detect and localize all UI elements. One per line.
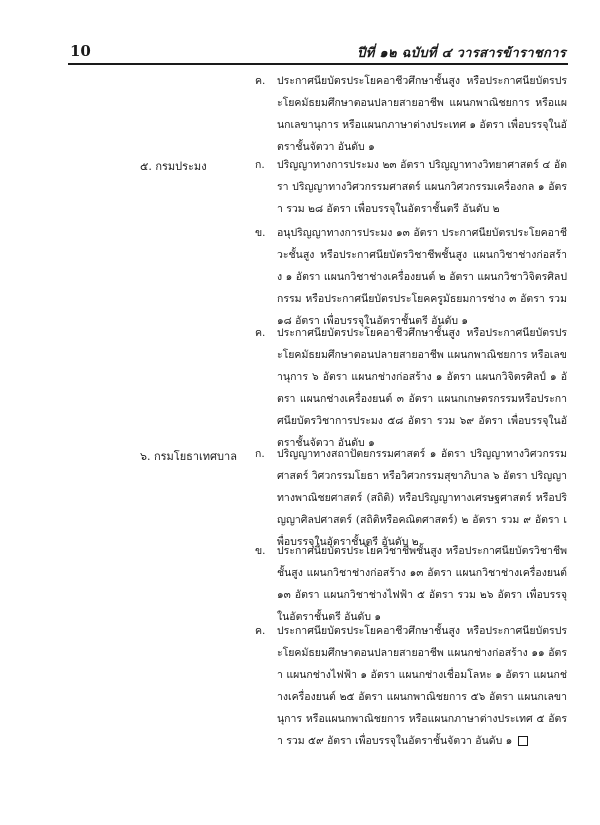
item-text: ประกาศนียบัตรประโยคอาชีวศึกษาชั้นสูง หรือประกาศนียบัตรประโยคมัธยมศึกษาตอนปลายสายอาชีพ แผนกพาณิชยการ หรือเลขานุการ ๖ อัตรา แผนกช่างก่อสร้าง ๑ อัตรา แผนกวิจิตรศิลป์ ๑ อัตรา แผนกช่างเครื่องยนต์ ๓ อัตรา แผนกเกษตรกรรมหรือประกาศนียบัตรวิชาการประมง ๕๘ อัตรา รวม ๖๙ อัตรา เพื่อบรรจุในอัตราชั้นจัตวา อันดับ ๑ (277, 327, 567, 449)
list-item (255, 540, 567, 628)
list-item (255, 322, 567, 454)
item-letter: ข. (255, 545, 266, 557)
item-text: ปริญญาทางสถาปัตยกรรมศาสตร์ ๑ อัตรา ปริญญาทางวิศวกรรมศาสตร์ วิศวกรรมโยธา หรือวิศวกรรมสุขาภิบาล ๖ อัตรา ปริญญาทางพาณิชยศาสตร์ (สถิติ) หรือปริญญาทางเศรษฐศาสตร์ หรือปริญญาศิลปศาสตร์ (สถิติหรือคณิตศาสตร์) ๒ อัตรา รวม ๙ อัตรา เพื่อบรรจุในอัตราชั้นตรี อันดับ ๒ (277, 448, 567, 548)
list-item (255, 443, 567, 553)
list-item (255, 620, 567, 752)
item-text (277, 620, 567, 752)
item-text: ประกาศนียบัตรประโยคอาชีวศึกษาชั้นสูง หรือประกาศนียบัตรประโยคมัธยมศึกษาตอนปลายสายอาชีพ แผนกพาณิชยการ หรือแผนกเลขานุการ หรือแผนกภาษาต่างประเทศ ๑ อัตรา เพื่อบรรจุในอัตราชั้นจัตวา อันดับ ๑ (277, 75, 567, 153)
item-letter: ข. (255, 227, 266, 239)
item-letter: ก. (255, 448, 265, 460)
section-label-fisheries: ๕. กรมประมง (140, 160, 207, 173)
list-item (255, 154, 567, 220)
page-number: 10 (70, 42, 91, 60)
item-letter: ค. (255, 75, 266, 87)
item-text: ประกาศนียบัตรประโยควิชาชีพชั้นสูง หรือประกาศนียบัตรวิชาชีพชั้นสูง แผนกวิชาช่างก่อสร้าง ๑๓ อัตรา แผนกวิชาช่างเครื่องยนต์ ๑๓ อัตรา แผนกวิชาช่างไฟฟ้า ๕ อัตรา รวม ๒๖ อัตรา เพื่อบรรจุในอัตราชั้นตรี อันดับ ๑ (277, 545, 567, 623)
item-letter: ก. (255, 159, 265, 171)
item-text: ปริญญาทางการประมง ๒๓ อัตรา ปริญญาทางวิทยาศาสตร์ ๔ อัตรา ปริญญาทางวิศวกรรมศาสตร์ แผนกวิศวกรรมเครื่องกล ๑ อัตรา รวม ๒๘ อัตรา เพื่อบรรจุในอัตราชั้นตรี อันดับ ๒ (277, 159, 567, 215)
item-letter: ค. (255, 625, 266, 637)
running-header: ปีที่ ๑๒ ฉบับที่ ๔ วารสารข้าราชการ (357, 46, 566, 61)
header-rule (68, 63, 568, 65)
end-of-section-mark (518, 736, 528, 746)
item-text-body: ประกาศนียบัตรประโยคอาชีวศึกษาชั้นสูง หรือประกาศนียบัตรประโยคมัธยมศึกษาตอนปลายสายอาชีพ แผนกช่างก่อสร้าง ๑๑ อัตรา แผนกช่างไฟฟ้า ๑ อัตรา แผนกช่างเชื่อมโลหะ ๑ อัตรา แผนกช่างเครื่องยนต์ ๒๕ อัตรา แผนกพาณิชยการ ๕๖ อัตรา แผนกเลขานุการ หรือแผนกพาณิชยการ หรือแผนกภาษาต่างประเทศ ๕ อัตรา รวม ๕๙ อัตรา เพื่อบรรจุในอัตราชั้นจัตวา อันดับ ๑ (277, 625, 567, 747)
list-item (255, 70, 567, 158)
item-letter: ค. (255, 327, 266, 339)
list-item (255, 222, 567, 332)
item-text: อนุปริญญาทางการประมง ๑๓ อัตรา ประกาศนียบัตรประโยคอาชีวะชั้นสูง หรือประกาศนียบัตรวิชาชีพชั้นสูง แผนกวิชาช่างก่อสร้าง ๑ อัตรา แผนกวิชาช่างเครื่องยนต์ ๒ อัตรา แผนกวิชาวิจิตรศิลปกรรม หรือประกาศนียบัตรประโยคครูมัธยมการช่าง ๓ อัตรา รวม ๑๘ อัตรา เพื่อบรรจุในอัตราชั้นตรี อันดับ ๑ (277, 227, 567, 327)
section-label-public-works: ๖. กรมโยธาเทศบาล (140, 450, 237, 463)
